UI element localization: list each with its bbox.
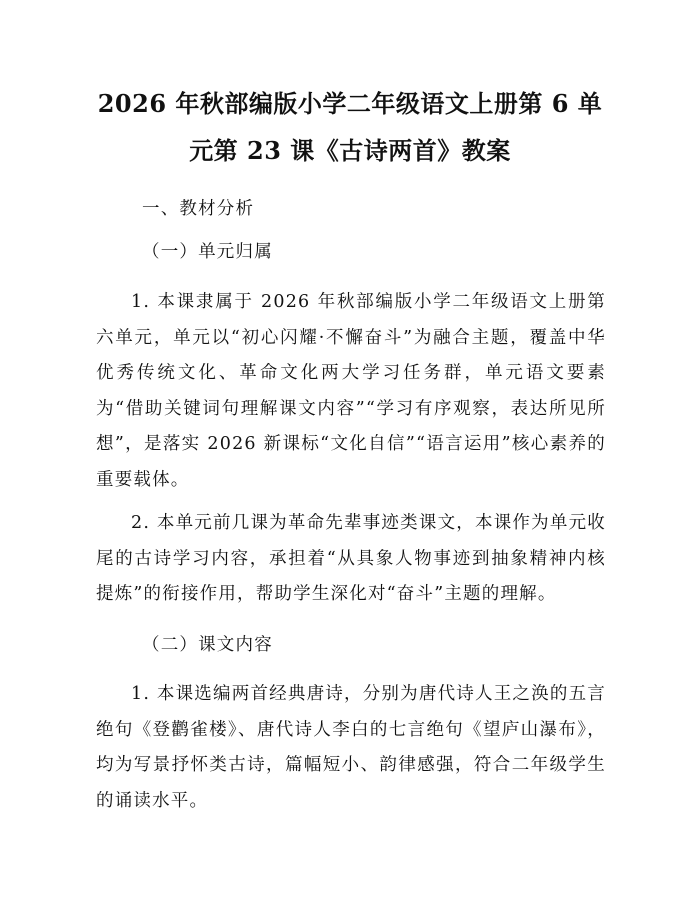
paragraph-unit-connection: 2. 本单元前几课为革命先辈事迹类课文，本课作为单元收尾的古诗学习内容，承担着“从具象人物事迹到抽象精神内核提炼”的衔接作用，帮助学生深化对“奋斗”主题的理解。: [96, 513, 606, 604]
subsection-heading-unit: （一）单元归属: [142, 242, 273, 262]
paragraph-unit-belonging: 1. 本课隶属于 2026 年秋部编版小学二年级语文上册第六单元，单元以“初心闪耀·不懈奋斗”为融合主题，覆盖中华优秀传统文化、革命文化两大学习任务群，单元语文要素为“借助关键词句理解课文内容”“学习有序观察，表达所见所想”，是落实 2026 新课标“文化自信”“语言运用”核心素养的重要载体。: [96, 292, 606, 490]
document-title-line-1: 2026 年秋部编版小学二年级语文上册第 6 单: [97, 89, 603, 118]
section-heading-textbook-analysis: 一、教材分析: [142, 199, 255, 219]
paragraph-lesson-content: 1. 本课选编两首经典唐诗，分别为唐代诗人王之涣的五言绝句《登鹳雀楼》、唐代诗人李白的七言绝句《望庐山瀑布》，均为写景抒怀类古诗，篇幅短小、韵律感强，符合二年级学生的诵读水平。: [96, 684, 606, 811]
subsection-heading-lesson-content: （二）课文内容: [142, 635, 273, 655]
document-title-line-2: 元第 23 课《古诗两首》教案: [189, 136, 511, 165]
